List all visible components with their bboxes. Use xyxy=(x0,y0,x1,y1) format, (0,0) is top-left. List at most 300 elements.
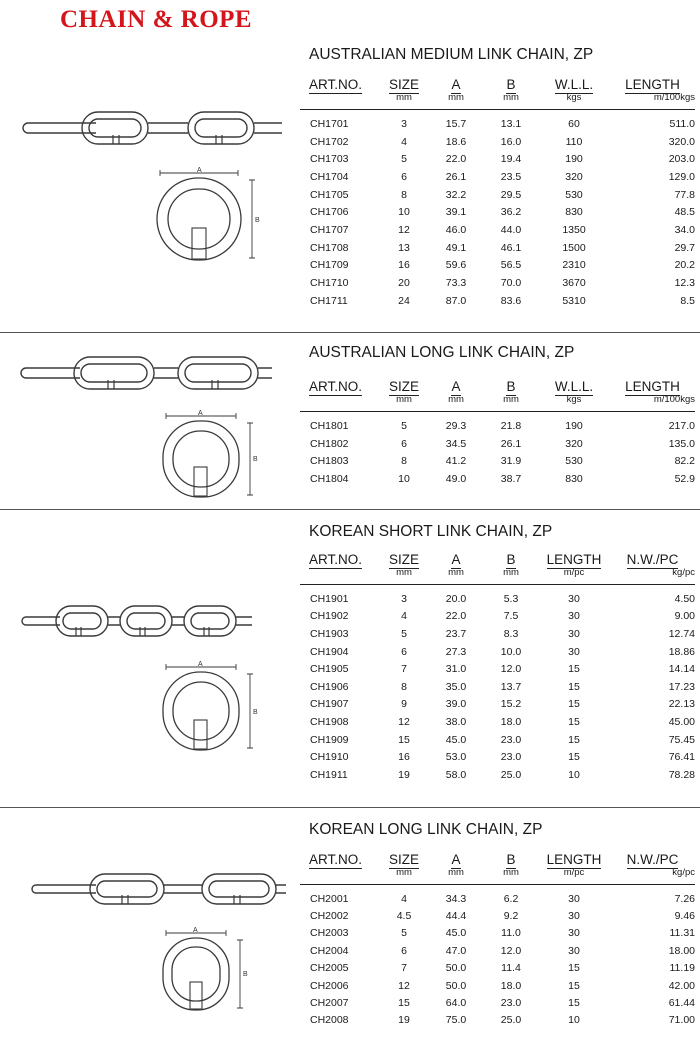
table-cell: 15 xyxy=(568,715,580,728)
table-cell: 56.5 xyxy=(500,259,522,272)
table-cell: 32.2 xyxy=(445,188,467,201)
table-cell: CH2002 xyxy=(310,910,349,923)
unit-cell: mm xyxy=(428,394,484,412)
table-cell: 11.0 xyxy=(501,927,521,940)
unit-cell: kgs xyxy=(538,394,610,412)
table-cell: CH1911 xyxy=(310,768,348,781)
table-cell: 46.1 xyxy=(500,241,522,254)
table-cell: CH1905 xyxy=(310,663,349,676)
table-cell: 12 xyxy=(398,223,410,236)
section-title: KOREAN SHORT LINK CHAIN, ZP xyxy=(309,523,553,540)
table-cell: 30 xyxy=(568,592,580,605)
table-cell: 49.0 xyxy=(445,473,467,486)
table-cell: 9.00 xyxy=(674,610,695,623)
table-row xyxy=(300,696,695,714)
column-header: A xyxy=(451,77,461,92)
unit-cell: mm xyxy=(484,92,538,110)
table-cell: 217.0 xyxy=(668,419,695,432)
table-row xyxy=(300,907,695,924)
table-row xyxy=(300,731,695,749)
table-cell: 61.44 xyxy=(668,997,695,1010)
section-title: AUSTRALIAN LONG LINK CHAIN, ZP xyxy=(309,344,575,361)
table-row xyxy=(300,713,695,731)
chain-side-view xyxy=(20,603,260,639)
table-cell: 15 xyxy=(568,663,580,676)
table-cell: 16 xyxy=(398,751,410,764)
table-cell: 16.0 xyxy=(500,135,522,148)
table-cell: 530 xyxy=(565,188,583,201)
link-dimension-diagram xyxy=(152,166,272,262)
unit-cell xyxy=(300,394,380,412)
table-cell: CH2003 xyxy=(310,927,349,940)
table-row xyxy=(300,766,695,784)
table-cell: 135.0 xyxy=(668,437,695,450)
table-cell: 13 xyxy=(398,241,410,254)
table-cell: CH2008 xyxy=(310,1014,349,1027)
table-row xyxy=(300,292,695,310)
unit-cell: mm xyxy=(428,92,484,110)
units-row xyxy=(300,394,695,412)
table-cell: 50.0 xyxy=(445,979,467,992)
units-row xyxy=(300,567,695,585)
table-row xyxy=(300,133,695,151)
table-cell: 190 xyxy=(565,153,583,166)
table-cell: 320 xyxy=(565,170,583,183)
unit-cell: mm xyxy=(428,867,484,885)
table-row xyxy=(300,960,695,977)
table-cell: 13.1 xyxy=(500,117,522,130)
table-cell: 25.0 xyxy=(500,1014,522,1027)
table-cell: 5 xyxy=(401,927,407,940)
table-cell: 110 xyxy=(565,135,583,148)
table-cell: 48.5 xyxy=(674,206,695,219)
table-cell: 27.3 xyxy=(445,645,467,658)
table-cell: 15.2 xyxy=(500,698,522,711)
table-cell: 9 xyxy=(401,698,407,711)
table-row xyxy=(300,417,695,435)
column-header: SIZE xyxy=(388,379,419,394)
table-cell: 15 xyxy=(568,751,580,764)
table-cell: 30 xyxy=(568,892,580,905)
table-cell: 8 xyxy=(401,188,407,201)
table-cell: 6 xyxy=(401,437,407,450)
table-cell: 5310 xyxy=(562,294,586,307)
section-korean-short-link xyxy=(0,510,700,807)
table-cell: 5 xyxy=(401,627,407,640)
table-cell: 53.0 xyxy=(445,751,467,764)
dimension-a-label: A xyxy=(193,927,198,934)
unit-cell xyxy=(300,567,380,585)
table-cell: CH1909 xyxy=(310,733,349,746)
table-cell: 5 xyxy=(401,419,407,432)
table-cell: 5 xyxy=(401,153,407,166)
section-title: AUSTRALIAN MEDIUM LINK CHAIN, ZP xyxy=(309,46,594,63)
table-cell: 320 xyxy=(565,437,583,450)
spec-table xyxy=(300,76,695,310)
table-cell: 12 xyxy=(398,715,410,728)
table-cell: 75.45 xyxy=(668,733,695,746)
table-cell: 24 xyxy=(398,294,410,307)
table-cell: 18.86 xyxy=(668,645,695,658)
table-cell: CH1802 xyxy=(310,437,349,450)
table-cell: 12.74 xyxy=(668,627,695,640)
link-dimension-diagram xyxy=(158,660,268,752)
table-cell: 22.0 xyxy=(445,610,467,623)
table-cell: 9.2 xyxy=(503,910,519,923)
table-row xyxy=(300,748,695,766)
table-cell: 6.2 xyxy=(503,892,519,905)
column-header: SIZE xyxy=(388,552,419,567)
table-cell: CH1702 xyxy=(310,135,349,148)
table-cell: 38.7 xyxy=(500,473,522,486)
table-row xyxy=(300,274,695,292)
column-header: N.W./PC xyxy=(626,552,679,567)
units-row xyxy=(300,92,695,110)
table-cell: 830 xyxy=(565,206,583,219)
table-cell: 9.46 xyxy=(674,910,695,923)
table-cell: 30 xyxy=(568,645,580,658)
table-cell: 23.5 xyxy=(500,170,522,183)
table-row xyxy=(300,221,695,239)
unit-cell: mm xyxy=(380,867,428,885)
table-cell: 6 xyxy=(401,170,407,183)
table-cell: 1500 xyxy=(562,241,586,254)
table-cell: 42.00 xyxy=(668,979,695,992)
table-row xyxy=(300,435,695,453)
table-cell: 4.5 xyxy=(396,910,412,923)
table-cell: 20 xyxy=(398,277,410,290)
table-cell: CH1903 xyxy=(310,627,349,640)
table-cell: 6 xyxy=(401,645,407,658)
table-cell: 39.1 xyxy=(445,206,467,219)
column-header: ART.NO. xyxy=(309,77,363,92)
table-cell: 3 xyxy=(401,117,407,130)
table-cell: 58.0 xyxy=(445,768,467,781)
table-cell: 12.3 xyxy=(674,277,695,290)
table-cell: 23.7 xyxy=(445,627,467,640)
table-row xyxy=(300,890,695,907)
table-cell: 18.00 xyxy=(668,944,695,957)
table-cell: 20.2 xyxy=(674,259,695,272)
header-row xyxy=(300,76,695,92)
unit-cell: kg/pc xyxy=(610,867,695,885)
column-header: N.W./PC xyxy=(626,852,679,867)
unit-cell: mm xyxy=(428,567,484,585)
table-cell: 34.3 xyxy=(445,892,467,905)
column-header: LENGTH xyxy=(625,77,680,92)
table-row xyxy=(300,977,695,994)
table-cell: 26.1 xyxy=(500,437,522,450)
table-cell: 73.3 xyxy=(445,277,467,290)
table-row xyxy=(300,678,695,696)
table-cell: 7 xyxy=(401,663,407,676)
header-row xyxy=(300,551,695,567)
table-cell: CH1901 xyxy=(310,592,349,605)
spec-table xyxy=(300,851,695,1029)
table-cell: 15 xyxy=(568,698,580,711)
table-cell: 41.2 xyxy=(445,455,467,468)
section-australian-long-link xyxy=(0,333,700,509)
table-cell: 15 xyxy=(568,979,580,992)
table-cell: 22.0 xyxy=(445,153,467,166)
table-cell: 830 xyxy=(565,473,583,486)
section-title: KOREAN LONG LINK CHAIN, ZP xyxy=(309,821,543,838)
dimension-a-label: A xyxy=(198,661,203,668)
table-cell: 7.5 xyxy=(503,610,519,623)
table-cell: 1350 xyxy=(562,223,586,236)
link-dimension-diagram xyxy=(158,409,270,499)
section-australian-medium-link xyxy=(0,0,700,332)
table-cell: 70.0 xyxy=(500,277,522,290)
column-header: W.L.L. xyxy=(554,77,594,92)
section-korean-long-link xyxy=(0,808,700,1054)
table-cell: 129.0 xyxy=(668,170,695,183)
table-row xyxy=(300,257,695,275)
column-header: A xyxy=(451,852,461,867)
table-cell: CH1803 xyxy=(310,455,349,468)
table-cell: 8 xyxy=(401,680,407,693)
table-cell: 30 xyxy=(568,944,580,957)
table-cell: CH1710 xyxy=(310,277,349,290)
table-cell: 36.2 xyxy=(500,206,522,219)
table-cell: 50.0 xyxy=(445,962,467,975)
table-row xyxy=(300,470,695,488)
table-cell: CH1706 xyxy=(310,206,349,219)
table-cell: 30 xyxy=(568,627,580,640)
table-cell: 12.0 xyxy=(500,944,522,957)
table-row xyxy=(300,608,695,626)
table-cell: CH1804 xyxy=(310,473,349,486)
table-cell: 16 xyxy=(398,259,410,272)
table-cell: 8.3 xyxy=(503,627,519,640)
table-cell: 44.0 xyxy=(500,223,522,236)
table-cell: 71.00 xyxy=(668,1014,695,1027)
unit-cell: mm xyxy=(484,867,538,885)
chain-side-view xyxy=(18,353,278,393)
table-cell: 23.0 xyxy=(500,997,522,1010)
column-header: A xyxy=(451,552,461,567)
column-header: LENGTH xyxy=(546,552,602,567)
unit-cell: mm xyxy=(380,394,428,412)
column-header: B xyxy=(506,552,516,567)
table-cell: 6 xyxy=(401,944,407,957)
column-header: LENGTH xyxy=(546,852,602,867)
table-row xyxy=(300,925,695,942)
table-cell: 3670 xyxy=(562,277,586,290)
table-cell: 23.0 xyxy=(500,751,522,764)
table-cell: 45.0 xyxy=(445,733,467,746)
table-cell: CH1907 xyxy=(310,698,349,711)
table-cell: 75.0 xyxy=(445,1014,467,1027)
table-cell: CH1801 xyxy=(310,419,349,432)
table-cell: 34.0 xyxy=(674,223,695,236)
table-row xyxy=(300,994,695,1011)
table-cell: 60 xyxy=(568,117,580,130)
table-cell: 18.6 xyxy=(445,135,467,148)
table-cell: 26.1 xyxy=(445,170,467,183)
table-cell: 29.3 xyxy=(445,419,467,432)
table-cell: 82.2 xyxy=(674,455,695,468)
table-row xyxy=(300,150,695,168)
table-cell: 5.3 xyxy=(503,592,519,605)
table-cell: 22.13 xyxy=(668,698,695,711)
table-row xyxy=(300,660,695,678)
spec-table xyxy=(300,378,695,488)
table-cell: 30 xyxy=(568,910,580,923)
table-cell: 15 xyxy=(568,733,580,746)
column-header: W.L.L. xyxy=(554,379,594,394)
table-cell: 45.0 xyxy=(445,927,467,940)
table-cell: 49.1 xyxy=(445,241,467,254)
column-header: SIZE xyxy=(388,852,419,867)
table-cell: 35.0 xyxy=(445,680,467,693)
table-cell: CH1906 xyxy=(310,680,349,693)
table-cell: 78.28 xyxy=(668,768,695,781)
table-cell: CH2005 xyxy=(310,962,349,975)
units-row xyxy=(300,867,695,885)
unit-cell xyxy=(300,867,380,885)
dimension-b-label: B xyxy=(253,709,258,716)
table-cell: 76.41 xyxy=(668,751,695,764)
unit-cell: mm xyxy=(484,567,538,585)
table-row xyxy=(300,453,695,471)
table-cell: 11.4 xyxy=(501,962,521,975)
table-cell: 12 xyxy=(398,979,410,992)
table-cell: 15 xyxy=(568,997,580,1010)
table-cell: 11.31 xyxy=(669,927,695,940)
table-cell: 7.26 xyxy=(674,892,695,905)
table-cell: CH1711 xyxy=(310,294,348,307)
column-header: B xyxy=(506,77,516,92)
table-row xyxy=(300,186,695,204)
table-cell: 10 xyxy=(568,1014,580,1027)
column-header: ART.NO. xyxy=(309,379,363,394)
table-cell: 19 xyxy=(398,768,410,781)
table-cell: 18.0 xyxy=(500,979,522,992)
table-row xyxy=(300,239,695,257)
table-row xyxy=(300,168,695,186)
table-cell: CH2001 xyxy=(310,892,349,905)
unit-cell: m/pc xyxy=(538,567,610,585)
table-cell: CH2004 xyxy=(310,944,349,957)
table-cell: 87.0 xyxy=(445,294,467,307)
column-header: SIZE xyxy=(388,77,419,92)
table-cell: CH1707 xyxy=(310,223,349,236)
table-cell: 20.0 xyxy=(445,592,467,605)
table-row xyxy=(300,1012,695,1029)
table-cell: 39.0 xyxy=(445,698,467,711)
table-cell: 29.5 xyxy=(500,188,522,201)
table-cell: 77.8 xyxy=(674,188,695,201)
table-cell: 3 xyxy=(401,592,407,605)
table-cell: 59.6 xyxy=(445,259,467,272)
table-cell: 25.0 xyxy=(500,768,522,781)
table-cell: 64.0 xyxy=(445,997,467,1010)
table-cell: CH1908 xyxy=(310,715,349,728)
table-cell: 30 xyxy=(568,610,580,623)
table-cell: CH1701 xyxy=(310,117,349,130)
table-cell: 530 xyxy=(565,455,583,468)
table-cell: 18.0 xyxy=(500,715,522,728)
link-dimension-diagram xyxy=(158,926,258,1012)
table-cell: 45.00 xyxy=(668,715,695,728)
table-cell: 203.0 xyxy=(668,153,695,166)
table-cell: CH2006 xyxy=(310,979,349,992)
table-cell: 21.8 xyxy=(500,419,522,432)
table-cell: 44.4 xyxy=(445,910,467,923)
dimension-a-label: A xyxy=(198,410,203,417)
table-cell: 13.7 xyxy=(500,680,522,693)
unit-cell: m/100kgs xyxy=(610,92,695,110)
dimension-b-label: B xyxy=(243,971,248,978)
table-row xyxy=(300,643,695,661)
chain-side-view xyxy=(20,108,310,148)
table-cell: 30 xyxy=(568,927,580,940)
dimension-a-label: A xyxy=(197,167,202,174)
table-cell: 17.23 xyxy=(668,680,695,693)
unit-cell: m/pc xyxy=(538,867,610,885)
table-row xyxy=(300,942,695,959)
page-title: CHAIN & ROPE xyxy=(60,6,253,33)
spec-table xyxy=(300,551,695,784)
table-cell: 10.0 xyxy=(500,645,522,658)
table-cell: 14.14 xyxy=(668,663,695,676)
table-cell: 19.4 xyxy=(500,153,522,166)
table-cell: 15 xyxy=(398,733,410,746)
table-cell: 8 xyxy=(401,455,407,468)
table-row xyxy=(300,625,695,643)
table-cell: 511.0 xyxy=(669,117,695,130)
column-header: B xyxy=(506,852,516,867)
table-cell: 10 xyxy=(398,473,410,486)
table-row xyxy=(300,203,695,221)
table-cell: CH1902 xyxy=(310,610,349,623)
chain-side-view xyxy=(30,871,290,907)
table-cell: CH1708 xyxy=(310,241,349,254)
table-cell: 10 xyxy=(568,768,580,781)
table-cell: CH2007 xyxy=(310,997,349,1010)
table-cell: 15 xyxy=(398,997,410,1010)
table-cell: 34.5 xyxy=(445,437,467,450)
column-header: ART.NO. xyxy=(309,552,363,567)
table-cell: 320.0 xyxy=(668,135,695,148)
table-cell: 23.0 xyxy=(500,733,522,746)
table-cell: 52.9 xyxy=(674,473,695,486)
table-cell: 4 xyxy=(401,135,407,148)
table-cell: CH1904 xyxy=(310,645,349,658)
table-cell: 190 xyxy=(565,419,583,432)
column-header: ART.NO. xyxy=(309,852,363,867)
header-row xyxy=(300,851,695,867)
column-header: LENGTH xyxy=(625,379,680,394)
unit-cell: mm xyxy=(380,92,428,110)
table-cell: 2310 xyxy=(562,259,586,272)
table-cell: 19 xyxy=(398,1014,410,1027)
table-cell: 4 xyxy=(401,610,407,623)
table-cell: 46.0 xyxy=(445,223,467,236)
table-cell: 38.0 xyxy=(445,715,467,728)
table-cell: 10 xyxy=(398,206,410,219)
table-cell: CH1705 xyxy=(310,188,349,201)
table-row xyxy=(300,590,695,608)
dimension-b-label: B xyxy=(255,217,260,224)
table-cell: 11.19 xyxy=(669,962,695,975)
dimension-b-label: B xyxy=(253,456,258,463)
table-cell: 31.9 xyxy=(500,455,522,468)
table-cell: 15 xyxy=(568,962,580,975)
table-cell: 47.0 xyxy=(445,944,467,957)
table-cell: CH1910 xyxy=(310,751,349,764)
